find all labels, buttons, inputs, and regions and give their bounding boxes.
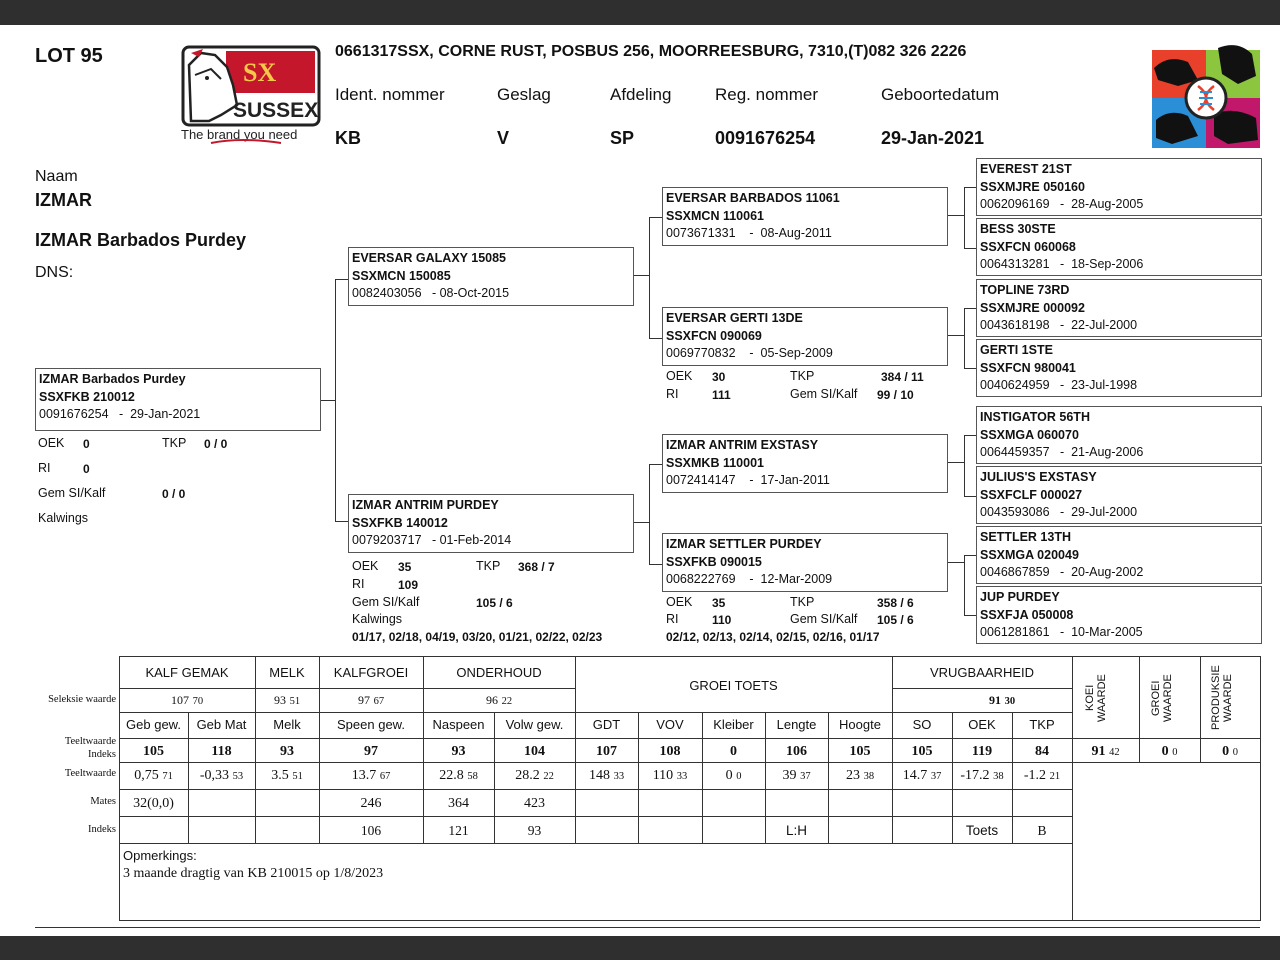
bottom-bar [0, 936, 1280, 960]
gp-code: SSXFCN 090069 [666, 328, 762, 343]
seleksie-value: 107 70 [170, 693, 204, 707]
group-vrugbaarheid: VRUGBAARHEID [929, 665, 1035, 680]
connector [964, 435, 976, 436]
teeltwaarde-value: -1.2 21 [1023, 768, 1061, 783]
indeks-value: 0 [730, 744, 737, 759]
connector [649, 217, 663, 218]
connector [964, 368, 976, 369]
gp-ri-label: RI [666, 387, 679, 401]
great-grandparent-box [976, 406, 1262, 464]
great-grandparent-box [976, 586, 1262, 644]
subject-name: IZMAR Barbados Purdey [39, 372, 186, 386]
dam-gem-value: 105 / 6 [476, 596, 513, 610]
indeks-value: 108 [659, 744, 681, 759]
afdeling-label: Afdeling [610, 85, 672, 104]
indeks-value: 84 [1035, 744, 1049, 759]
sussex-logo [181, 45, 321, 145]
svg-text:The brand you need: The brand you need [181, 127, 298, 142]
teeltwaarde-value: 13.7 67 [351, 768, 391, 783]
summary-value: 91 42 [1091, 744, 1120, 759]
ggp-code: SSXMGA 020049 [980, 547, 1079, 562]
ggp-name: SETTLER 13TH [980, 530, 1071, 544]
dns-label: DNS: [35, 264, 74, 281]
column-header: SO [912, 717, 932, 732]
connector [964, 555, 965, 615]
subject-tkp-value: 0 / 0 [204, 437, 228, 451]
animal-full-name: IZMAR Barbados Purdey [35, 230, 247, 250]
row-label-seleksie: Seleksie waarde [48, 694, 116, 705]
subject-kalwings-label: Kalwings [38, 511, 89, 525]
connector [964, 615, 976, 616]
teeltwaarde-value: 0,75 71 [134, 768, 173, 783]
seleksie-value: 96 22 [485, 693, 513, 707]
dam-box [348, 494, 634, 553]
indeks-value: 107 [596, 744, 617, 759]
gp-ri-value: 111 [712, 388, 731, 402]
connector [649, 564, 663, 565]
dam-ri-value: 109 [398, 578, 419, 592]
gp-reg-date: 0069770832 - 05-Sep-2009 [666, 346, 833, 360]
great-grandparent-box [976, 218, 1262, 276]
reg-value: 0091676254 [715, 128, 816, 148]
teeltwaarde-value: 148 33 [588, 768, 625, 783]
column-header: Naspeen [432, 717, 485, 732]
gp-ri-label: RI [666, 612, 679, 626]
ggp-code: SSXMGA 060070 [980, 427, 1079, 442]
dam-tkp-value: 368 / 7 [518, 560, 555, 574]
opmerkings-text: 3 maande dragtig van KB 210015 op 1/8/2023 [123, 866, 384, 881]
afdeling-value: SP [610, 128, 635, 148]
ggp-name: INSTIGATOR 56TH [980, 410, 1090, 424]
connector [649, 464, 650, 564]
great-grandparent-box [976, 526, 1262, 584]
column-header: GDT [592, 717, 621, 732]
subject-tkp-label: TKP [162, 436, 187, 450]
connector [335, 521, 349, 522]
grandparent-box [662, 533, 948, 592]
geboortedatum-value: 29-Jan-2021 [881, 128, 985, 148]
ggp-name: BESS 30STE [980, 222, 1056, 236]
connector [964, 308, 976, 309]
row-label-indeks: Indeks [88, 824, 116, 835]
dam-gem-label: Gem SI/Kalf [352, 595, 420, 609]
ggp-code: SSXMJRE 050160 [980, 179, 1085, 194]
dam-oek-value: 35 [398, 560, 412, 574]
gp-name: IZMAR SETTLER PURDEY [666, 537, 822, 551]
dam-kalwings-value: 01/17, 02/18, 04/19, 03/20, 01/21, 02/22, 02/23 [352, 630, 603, 644]
ggp-name: TOPLINE 73RD [980, 283, 1070, 297]
row-label-teeltwaarde-indeks-2: Indeks [88, 749, 116, 760]
group-kalf-gemak: KALF GEMAK [145, 665, 229, 680]
mates-indeks-value: B [1037, 823, 1047, 838]
connector [948, 562, 964, 563]
indeks-value: 93 [280, 744, 294, 759]
subject-code: SSXFKB 210012 [39, 389, 135, 404]
gp-reg-date: 0073671331 - 08-Aug-2011 [666, 226, 832, 240]
indeks-value: 105 [911, 744, 933, 759]
top-bar [0, 0, 1280, 25]
dam-kalwings-label: Kalwings [352, 612, 403, 626]
gp-name: EVERSAR BARBADOS 11061 [666, 191, 840, 205]
gp-oek-value: 35 [712, 596, 726, 610]
gp-gem-label: Gem SI/Kalf [790, 387, 858, 401]
connector [964, 187, 965, 248]
produksie-waarde-header: PRODUKSIE WAARDE [1210, 665, 1234, 731]
gp-reg-date: 0068222769 - 12-Mar-2009 [666, 572, 833, 586]
geboortedatum-label: Geboortedatum [881, 85, 1000, 104]
teeltwaarde-value: -0,33 53 [199, 768, 244, 783]
ggp-reg-date: 0064459357 - 21-Aug-2006 [980, 445, 1144, 459]
reg-label: Reg. nommer [715, 85, 818, 104]
sire-reg-date: 0082403056 - 08-Oct-2015 [352, 286, 510, 300]
mates-indeks-value: 106 [360, 823, 382, 838]
indeks-value: 105 [849, 744, 871, 759]
gp-name: EVERSAR GERTI 13DE [666, 311, 803, 325]
geslag-value: V [497, 128, 510, 148]
indeks-value: 97 [364, 744, 378, 759]
indeks-value: 118 [211, 744, 232, 759]
gp-code: SSXMCN 110061 [666, 208, 764, 223]
connector [948, 215, 964, 216]
teeltwaarde-value: 0 0 [725, 768, 742, 783]
animal-prefix: IZMAR [35, 190, 92, 210]
teeltwaarde-value: 22.8 58 [439, 768, 478, 783]
gp-tkp-value: 358 / 6 [877, 596, 914, 610]
teeltwaarde-value: 3.5 51 [271, 768, 303, 783]
lot-number: LOT 95 [35, 45, 103, 67]
ggp-reg-date: 0061281861 - 10-Mar-2005 [980, 625, 1143, 639]
mates-indeks-value: 121 [448, 823, 469, 838]
animal-dna-emblem [1148, 40, 1264, 153]
svg-text:SUSSEX: SUSSEX [233, 99, 319, 122]
subject-ri-value: 0 [83, 462, 90, 476]
groei-waarde-header: GROEI WAARDE [1150, 674, 1174, 722]
gp-tkp-label: TKP [790, 595, 815, 609]
seleksie-value: 91 30 [988, 693, 1016, 707]
dam-reg-date: 0079203717 - 01-Feb-2014 [352, 533, 512, 547]
gp-tkp-value: 384 / 11 [881, 370, 924, 384]
ggp-code: SSXMJRE 000092 [980, 300, 1085, 315]
ggp-reg-date: 0064313281 - 18-Sep-2006 [980, 257, 1144, 271]
subject-gem-label: Gem SI/Kalf [38, 486, 106, 500]
gp-tkp-label: TKP [790, 369, 815, 383]
gp-oek-label: OEK [666, 595, 693, 609]
connector [964, 248, 976, 249]
group-kalfgroei: KALFGROEI [333, 665, 409, 680]
great-grandparent-box [976, 339, 1262, 397]
indeks-value: 106 [786, 744, 807, 759]
summary-value: 0 0 [1161, 744, 1178, 759]
teeltwaarde-value: 14.7 37 [902, 768, 942, 783]
indeks-value: 93 [451, 744, 466, 759]
great-grandparent-box [976, 466, 1262, 524]
mates-indeks-value: L:H [785, 823, 807, 838]
summary-value: 0 0 [1222, 744, 1238, 759]
subject-oek-label: OEK [38, 436, 65, 450]
dam-tkp-label: TKP [476, 559, 501, 573]
column-header: Melk [273, 717, 301, 732]
great-grandparent-box [976, 158, 1262, 216]
teeltwaarde-value: 39 37 [782, 768, 811, 783]
column-header: TKP [1029, 717, 1055, 732]
connector [948, 335, 964, 336]
connector [964, 555, 976, 556]
connector [649, 338, 663, 339]
geslag-label: Geslag [497, 85, 551, 104]
connector [964, 496, 976, 497]
ggp-code: SSXFJA 050008 [980, 607, 1074, 622]
mates-indeks-value: Toets [965, 823, 999, 838]
seleksie-value: 93 51 [273, 693, 301, 707]
naam-label: Naam [35, 168, 78, 185]
ggp-code: SSXFCLF 000027 [980, 487, 1083, 502]
subject-ri-label: RI [38, 461, 51, 475]
gp-kalwings-value: 02/12, 02/13, 02/14, 02/15, 02/16, 01/17 [666, 630, 880, 644]
koei-waarde-header: KOEI WAARDE [1084, 674, 1108, 722]
gp-oek-label: OEK [666, 369, 693, 383]
gp-gem-value: 105 / 6 [877, 613, 914, 627]
mates-value: 32(0,0) [133, 796, 174, 811]
teeltwaarde-value: 28.2 22 [515, 768, 554, 783]
gp-gem-value: 99 / 10 [877, 388, 914, 402]
ident-label: Ident. nommer [335, 85, 445, 104]
grandparent-box [662, 187, 948, 246]
column-header: Volw gew. [505, 717, 564, 732]
gp-gem-label: Gem SI/Kalf [790, 612, 858, 626]
connector [964, 435, 965, 496]
ggp-name: JUP PURDEY [980, 590, 1060, 604]
breeder-address: 0661317SSX, CORNE RUST, POSBUS 256, MOORREESBURG, 7310,(T)082 326 2226 [335, 43, 967, 60]
grandparent-box [662, 307, 948, 366]
subject-oek-value: 0 [83, 437, 90, 451]
column-header: OEK [968, 717, 996, 732]
mates-indeks-value: 93 [527, 823, 542, 838]
grandparent-box [662, 434, 948, 493]
connector [948, 462, 964, 463]
teeltwaarde-value: 110 33 [652, 768, 688, 783]
gp-code: SSXMKB 110001 [666, 455, 764, 470]
dam-code: SSXFKB 140012 [352, 515, 448, 530]
mates-value: 246 [360, 796, 382, 811]
dam-oek-label: OEK [352, 559, 379, 573]
connector [335, 279, 336, 521]
row-label-teeltwaarde-indeks: Teeltwaarde [64, 736, 116, 747]
column-header: Geb Mat [196, 717, 247, 732]
ident-value: KB [335, 128, 361, 148]
connector [321, 400, 335, 401]
great-grandparent-box [976, 279, 1262, 337]
column-header: Speen gew. [337, 717, 405, 732]
group-melk: MELK [269, 665, 305, 680]
group-onderhoud: ONDERHOUD [456, 665, 542, 680]
connector [634, 522, 649, 523]
indeks-value: 105 [143, 744, 164, 759]
mates-value: 423 [524, 796, 545, 811]
ggp-reg-date: 0043593086 - 29-Jul-2000 [980, 505, 1138, 519]
subject-reg-date: 0091676254 - 29-Jan-2021 [39, 407, 201, 421]
subject-gem-value: 0 / 0 [162, 487, 186, 501]
column-header: Lengte [776, 717, 817, 732]
gp-reg-date: 0072414147 - 17-Jan-2011 [666, 473, 830, 487]
column-header: Hoogte [839, 717, 881, 732]
indeks-value: 119 [971, 744, 993, 759]
gp-code: SSXFKB 090015 [666, 554, 762, 569]
sire-code: SSXMCN 150085 [352, 268, 451, 283]
gp-ri-value: 110 [712, 613, 732, 627]
ggp-reg-date: 0062096169 - 28-Aug-2005 [980, 197, 1144, 211]
sire-name: EVERSAR GALAXY 15085 [352, 251, 506, 265]
connector [634, 275, 649, 276]
group-groei-toets: GROEI TOETS [689, 678, 778, 693]
mates-value: 364 [448, 796, 469, 811]
sire-box [348, 247, 634, 306]
gp-oek-value: 30 [712, 370, 726, 384]
ggp-name: JULIUS'S EXSTASY [980, 470, 1097, 484]
ggp-name: EVEREST 21ST [980, 162, 1072, 176]
connector [649, 464, 663, 465]
row-label-teeltwaarde: Teeltwaarde [64, 768, 116, 779]
svg-text:SX: SX [243, 58, 277, 87]
opmerkings-label: Opmerkings: [123, 848, 197, 863]
seleksie-value: 97 67 [357, 693, 385, 707]
subject-pedigree-box [35, 368, 321, 431]
connector [964, 187, 976, 188]
column-header: Geb gew. [126, 717, 181, 732]
ggp-reg-date: 0040624959 - 23-Jul-1998 [980, 378, 1138, 392]
ggp-reg-date: 0043618198 - 22-Jul-2000 [980, 318, 1138, 332]
connector [964, 308, 965, 368]
ggp-code: SSXFCN 980041 [980, 360, 1076, 375]
ggp-code: SSXFCN 060068 [980, 239, 1076, 254]
indeks-value: 104 [524, 744, 545, 759]
gp-name: IZMAR ANTRIM EXSTASY [666, 438, 819, 452]
connector [335, 279, 349, 280]
teeltwaarde-value: 23 38 [845, 768, 875, 783]
dam-ri-label: RI [352, 577, 365, 591]
ggp-reg-date: 0046867859 - 20-Aug-2002 [980, 565, 1144, 579]
column-header: VOV [656, 717, 684, 732]
column-header: Kleiber [713, 717, 754, 732]
dam-name: IZMAR ANTRIM PURDEY [352, 498, 499, 512]
connector [649, 217, 650, 338]
row-label-mates: Mates [90, 796, 116, 807]
ggp-name: GERTI 1STE [980, 343, 1053, 357]
teeltwaarde-value: -17.2 38 [960, 768, 1004, 783]
